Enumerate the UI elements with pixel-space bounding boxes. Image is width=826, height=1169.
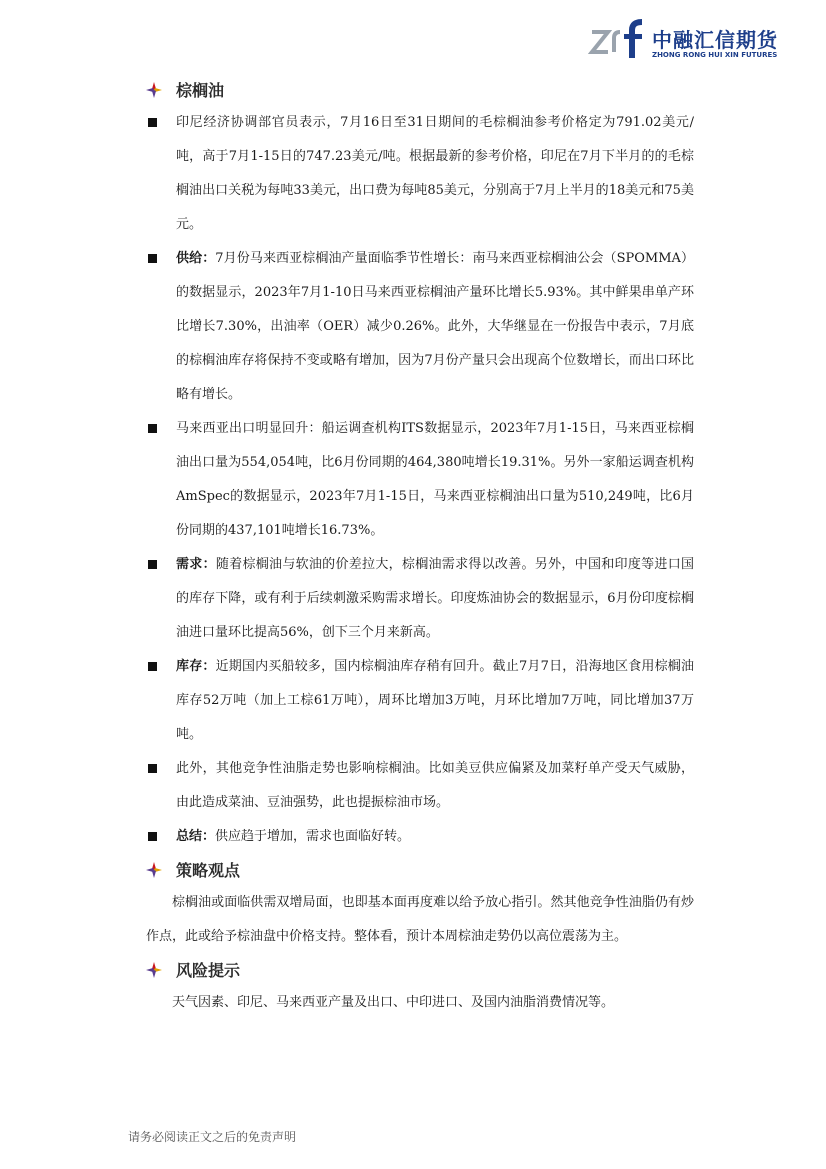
bullet-label: 供给：: [176, 251, 216, 266]
square-bullet-icon: [148, 662, 157, 671]
bullet-item: 需求：随着棕榈油与软油的价差拉大，棕榈油需求得以改善。另外，中国和印度等进口国的库存下降，或有利于后续刺激采购需求增长。印度炼油协会的数据显示，6月份印度棕榈油进口量环比提高56%，创下三个月来新高。: [146, 548, 694, 650]
logo-text-en: ZHONG RONG HUI XIN FUTURES: [652, 51, 778, 59]
square-bullet-icon: [148, 560, 157, 569]
bullet-item: 印尼经济协调部官员表示，7月16日至31日期间的毛棕榈油参考价格定为791.02美元/吨，高于7月1-15日的747.23美元/吨。根据最新的参考价格，印尼在7月下半月的的毛棕榈油出口关税为每吨33美元，出口费为每吨85美元，分别高于7月上半月的18美元和75美元。: [146, 106, 694, 242]
section-title: 风险提示: [176, 961, 241, 980]
square-bullet-icon: [148, 764, 157, 773]
bullet-item: 总结：供应趋于增加，需求也面临好转。: [146, 820, 694, 854]
bullet-label: 总结：: [176, 829, 216, 844]
diamond-bullet-icon: [146, 82, 162, 98]
square-bullet-icon: [148, 254, 157, 263]
square-bullet-icon: [148, 118, 157, 127]
bullet-item: 马来西亚出口明显回升：船运调查机构ITS数据显示，2023年7月1-15日，马来西亚棕榈油出口量为554,054吨，比6月份同期的464,380吨增长19.31%。另外一家船运调查机构AmSpec的数据显示，2023年7月1-15日，马来西亚棕榈油出口量为510,249吨，比6月份同期的437,101吨增长16.73%。: [146, 412, 694, 548]
section-title: 策略观点: [176, 861, 241, 880]
bullet-label: 库存：: [176, 659, 216, 674]
strategy-paragraph: 棕榈油或面临供需双增局面，也即基本面再度难以给予放心指引。然其他竞争性油脂仍有炒作点，此或给予棕油盘中价格支持。整体看，预计本周棕油走势仍以高位震荡为主。: [146, 895, 694, 944]
report-body: [146, 74, 694, 1020]
square-bullet-icon: [148, 832, 157, 841]
diamond-bullet-icon: [146, 862, 162, 878]
bullet-item: 此外，其他竞争性油脂走势也影响棕榈油。比如美豆供应偏紧及加菜籽单产受天气威胁，由此造成菜油、豆油强势，此也提振棕油市场。: [146, 752, 694, 820]
square-bullet-icon: [148, 424, 157, 433]
risk-paragraph: 天气因素、印尼、马来西亚产量及出口、中印进口、及国内油脂消费情况等。: [172, 995, 615, 1010]
bullet-item: 供给：7月份马来西亚棕榈油产量面临季节性增长：南马来西亚棕榈油公会（SPOMMA）的数据显示，2023年7月1-10日马来西亚棕榈油产量环比增长5.93%。其中鲜果串单产环比增长7.30%，出油率（OER）减少0.26%。此外，大华继显在一份报告中表示，7月底的棕榈油库存将保持不变或略有增加，因为7月份产量只会出现高个位数增长，而出口环比略有增长。: [146, 242, 694, 412]
logo-text-cn: 中融汇信期货: [652, 28, 778, 52]
diamond-bullet-icon: [146, 962, 162, 978]
section-heading-strategy: [146, 854, 694, 886]
bullet-label: 需求：: [176, 557, 216, 572]
section-heading-risk: [146, 954, 694, 986]
company-logo: [586, 18, 786, 64]
disclaimer-footer: 请务必阅读正文之后的免责声明: [128, 1130, 297, 1144]
logo-mark-icon: [586, 18, 650, 64]
bullet-item: 库存：近期国内买船较多，国内棕榈油库存稍有回升。截止7月7日，沿海地区食用棕榈油库存52万吨（加上工棕61万吨），周环比增加3万吨，月环比增加7万吨，同比增加37万吨。: [146, 650, 694, 752]
section-heading-palm: [146, 74, 694, 106]
section-title: 棕榈油: [176, 81, 225, 100]
